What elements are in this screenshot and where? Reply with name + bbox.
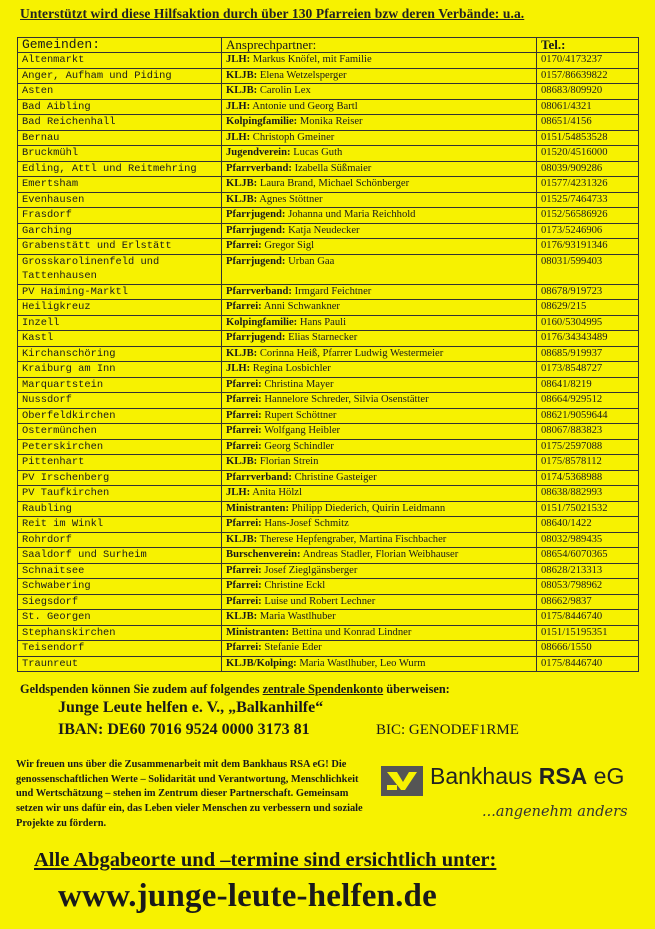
- cell-tel: 08638/882993: [537, 486, 639, 502]
- contact-role: KLJB:: [226, 611, 258, 622]
- contact-role: KLJB:: [226, 178, 258, 189]
- contact-name: Monika Reiser: [299, 116, 363, 127]
- cell-gemeinde: Asten: [18, 84, 222, 100]
- contact-role: Pfarrverband:: [226, 285, 292, 297]
- contact-role: JLH:: [226, 54, 251, 65]
- table-row: [18, 346, 639, 362]
- cell-tel: 08662/9837: [537, 594, 639, 610]
- cell-tel: 08061/4321: [537, 99, 639, 115]
- cell-ansprechpartner: [222, 532, 537, 548]
- cell-gemeinde: Bernau: [18, 130, 222, 146]
- contact-name: Elena Wetzelsperger: [259, 69, 347, 81]
- cell-tel: 08621/9059644: [537, 408, 639, 424]
- table-row: [18, 130, 639, 146]
- table-row: [18, 331, 639, 347]
- cell-tel: 08678/919723: [537, 284, 639, 300]
- contact-name: Georg Schindler: [264, 440, 334, 452]
- contact-name: Urban Gaa: [288, 255, 335, 267]
- cell-gemeinde: Bad Aibling: [18, 99, 222, 115]
- cell-gemeinde: St. Georgen: [18, 610, 222, 626]
- table-row: [18, 161, 639, 177]
- cell-tel: 08641/8219: [537, 377, 639, 393]
- contact-name: Hannelore Schreder, Silvia Osenstätter: [264, 394, 429, 405]
- cell-ansprechpartner: [222, 501, 537, 517]
- cell-gemeinde: Pittenhart: [18, 455, 222, 471]
- cell-ansprechpartner: [222, 315, 537, 331]
- cell-ansprechpartner: [222, 99, 537, 115]
- bank-slogan: ...angenehm anders: [482, 804, 628, 820]
- cell-tel: 08666/1550: [537, 641, 639, 657]
- table-row: [18, 254, 639, 284]
- contact-name: Regina Losbichler: [252, 363, 331, 374]
- cell-gemeinde: Oberfeldkirchen: [18, 408, 222, 424]
- contact-role: Burschenverein:: [226, 549, 301, 560]
- cell-gemeinde: Raubling: [18, 501, 222, 517]
- cell-ansprechpartner: [222, 424, 537, 440]
- contact-name: Elias Starnecker: [288, 332, 358, 343]
- contact-role: Ministranten:: [226, 502, 289, 514]
- cell-ansprechpartner: [222, 362, 537, 378]
- cell-tel: 08039/909286: [537, 161, 639, 177]
- contact-name: Florian Strein: [259, 456, 319, 467]
- cell-gemeinde: Teisendorf: [18, 641, 222, 657]
- contact-name: Christoph Gmeiner: [252, 131, 335, 143]
- contact-name: Katja Neudecker: [288, 224, 360, 236]
- table-row: [18, 377, 639, 393]
- contact-role: Kolpingfamilie:: [226, 116, 298, 127]
- contact-role: Pfarrjugend:: [226, 224, 286, 236]
- cell-ansprechpartner: [222, 548, 537, 564]
- cell-gemeinde: Anger, Aufham und Piding: [18, 68, 222, 84]
- header-gemeinden: Gemeinden:: [18, 38, 222, 53]
- table-row: [18, 239, 639, 255]
- table-row: [18, 439, 639, 455]
- table-row: [18, 517, 639, 533]
- contact-role: KLJB:: [226, 193, 258, 205]
- contact-role: Jugendverein:: [226, 147, 291, 158]
- cell-gemeinde: Reit im Winkl: [18, 517, 222, 533]
- contact-role: Ministranten:: [226, 626, 289, 638]
- cell-tel: 0176/34343489: [537, 331, 639, 347]
- contact-name: Andreas Stadler, Florian Weibhauser: [302, 549, 459, 560]
- contact-name: Gregor Sigl: [264, 240, 315, 251]
- cell-tel: 01520/4516000: [537, 146, 639, 162]
- contact-name: Christine Eckl: [264, 580, 326, 591]
- cell-gemeinde: Saaldorf und Surheim: [18, 548, 222, 564]
- cell-tel: 08053/798962: [537, 579, 639, 595]
- cell-tel: 08628/213313: [537, 563, 639, 579]
- iban: IBAN: DE60 7016 9524 0000 3173 81: [58, 721, 310, 738]
- cell-gemeinde: Bad Reichenhall: [18, 115, 222, 131]
- cell-gemeinde: Kirchanschöring: [18, 346, 222, 362]
- table-row: [18, 99, 639, 115]
- table-row: [18, 641, 639, 657]
- cell-gemeinde: Ostermünchen: [18, 424, 222, 440]
- cell-tel: 0151/15195351: [537, 625, 639, 641]
- contact-name: Luise und Robert Lechner: [264, 595, 376, 607]
- cell-tel: 0170/4173237: [537, 53, 639, 69]
- table-row: [18, 656, 639, 672]
- bank-logo: [381, 763, 641, 833]
- cell-ansprechpartner: [222, 625, 537, 641]
- contact-role: KLJB:: [226, 347, 258, 359]
- contact-name: Markus Knöfel, mit Familie: [252, 54, 372, 65]
- contact-role: Pfarrei:: [226, 301, 262, 312]
- cell-tel: 0151/75021532: [537, 501, 639, 517]
- cell-ansprechpartner: [222, 130, 537, 146]
- cell-ansprechpartner: [222, 223, 537, 239]
- cell-gemeinde: Grabenstätt und Erlstätt: [18, 239, 222, 255]
- cell-gemeinde: Heiligkreuz: [18, 300, 222, 316]
- table-row: [18, 68, 639, 84]
- cell-ansprechpartner: [222, 408, 537, 424]
- table-row: [18, 548, 639, 564]
- cell-gemeinde: Inzell: [18, 315, 222, 331]
- cell-gemeinde: PV Taufkirchen: [18, 486, 222, 502]
- contact-role: Pfarrjugend:: [226, 255, 286, 267]
- cell-ansprechpartner: [222, 208, 537, 224]
- table-row: [18, 625, 639, 641]
- cell-ansprechpartner: [222, 177, 537, 193]
- table-row: [18, 393, 639, 409]
- cell-gemeinde: Grosskarolinenfeld und Tattenhausen: [18, 254, 222, 284]
- cell-gemeinde: Siegsdorf: [18, 594, 222, 610]
- cell-ansprechpartner: [222, 146, 537, 162]
- contact-role: Pfarrei:: [226, 409, 262, 421]
- contact-name: Bettina und Konrad Lindner: [291, 626, 412, 638]
- cell-ansprechpartner: [222, 517, 537, 533]
- cell-ansprechpartner: [222, 346, 537, 362]
- contact-role: JLH:: [226, 100, 251, 112]
- contact-role: Pfarrei:: [226, 642, 262, 653]
- cell-gemeinde: Altenmarkt: [18, 53, 222, 69]
- contact-role: KLJB:: [226, 69, 258, 81]
- cell-tel: 0151/54853528: [537, 130, 639, 146]
- cell-tel: 08683/809920: [537, 84, 639, 100]
- contact-role: Pfarrverband:: [226, 162, 292, 174]
- contact-name: Rupert Schöttner: [264, 409, 337, 421]
- donation-account-link: zentrale Spendenkonto: [262, 682, 384, 696]
- bank-name-regular: Bankhaus: [430, 763, 539, 789]
- cell-ansprechpartner: [222, 455, 537, 471]
- table-row: [18, 532, 639, 548]
- cell-ansprechpartner: [222, 594, 537, 610]
- table-row: [18, 84, 639, 100]
- cell-tel: 0175/2597088: [537, 439, 639, 455]
- table-body: [18, 53, 639, 672]
- contact-role: Kolpingfamilie:: [226, 316, 298, 328]
- cell-ansprechpartner: [222, 656, 537, 672]
- cell-ansprechpartner: [222, 115, 537, 131]
- cell-gemeinde: PV Irschenberg: [18, 470, 222, 486]
- cell-tel: 01525/7464733: [537, 192, 639, 208]
- table-row: [18, 53, 639, 69]
- contact-name: Laura Brand, Michael Schönberger: [259, 178, 410, 189]
- cell-gemeinde: Schnaitsee: [18, 563, 222, 579]
- cell-ansprechpartner: [222, 486, 537, 502]
- table-row: [18, 223, 639, 239]
- contact-role: KLJB:: [226, 456, 258, 467]
- cell-ansprechpartner: [222, 563, 537, 579]
- contact-name: Antonie und Georg Bartl: [252, 100, 358, 112]
- contact-role: JLH:: [226, 131, 251, 143]
- cell-tel: 0173/5246906: [537, 223, 639, 239]
- contact-role: KLJB:: [226, 85, 258, 96]
- cell-tel: 08640/1422: [537, 517, 639, 533]
- contact-name: Christine Gasteiger: [294, 471, 377, 483]
- cell-tel: 0160/5304995: [537, 315, 639, 331]
- contact-name: Maria Wastlhuber: [259, 611, 336, 622]
- donation-intro: [20, 682, 450, 697]
- table-row: [18, 470, 639, 486]
- cell-ansprechpartner: [222, 331, 537, 347]
- cell-ansprechpartner: [222, 254, 537, 284]
- table-row: [18, 115, 639, 131]
- contacts-table: [17, 37, 639, 672]
- cell-ansprechpartner: [222, 53, 537, 69]
- contact-role: KLJB:: [226, 533, 258, 545]
- contact-name: Carolin Lex: [259, 85, 311, 96]
- contact-name: Anni Schwankner: [263, 301, 340, 312]
- bic: BIC: GENODEF1RME: [376, 722, 519, 738]
- cell-tel: 08629/215: [537, 300, 639, 316]
- table-row: [18, 315, 639, 331]
- cell-gemeinde: Peterskirchen: [18, 439, 222, 455]
- header-tel: Tel.:: [537, 38, 639, 53]
- header-ansprechpartner: Ansprechpartner:: [222, 38, 537, 53]
- cell-tel: 0175/8578112: [537, 455, 639, 471]
- cell-ansprechpartner: [222, 470, 537, 486]
- cell-gemeinde: Bruckmühl: [18, 146, 222, 162]
- table-row: [18, 284, 639, 300]
- cell-ansprechpartner: [222, 439, 537, 455]
- cell-gemeinde: Kastl: [18, 331, 222, 347]
- cell-gemeinde: Stephanskirchen: [18, 625, 222, 641]
- contact-name: Stefanie Eder: [264, 642, 322, 653]
- cell-tel: 08031/599403: [537, 254, 639, 284]
- contact-name: Josef Zieglgänsberger: [264, 564, 358, 576]
- table-row: [18, 424, 639, 440]
- bank-name-bold: RSA: [538, 763, 588, 789]
- cell-tel: 0152/56586926: [537, 208, 639, 224]
- cell-tel: 08664/929512: [537, 393, 639, 409]
- cell-gemeinde: Evenhausen: [18, 192, 222, 208]
- table-header-row: [18, 38, 639, 53]
- bank-name-suffix: eG: [587, 763, 625, 789]
- cell-tel: 08032/989435: [537, 532, 639, 548]
- cell-gemeinde: Frasdorf: [18, 208, 222, 224]
- contact-name: Izabella Süßmaier: [294, 162, 372, 174]
- table-row: [18, 362, 639, 378]
- cell-ansprechpartner: [222, 300, 537, 316]
- contact-name: Corinna Heiß, Pfarrer Ludwig Westermeier: [259, 347, 444, 359]
- contact-name: Wolfgang Heibler: [264, 425, 341, 436]
- table-row: [18, 486, 639, 502]
- cell-tel: 0175/8446740: [537, 656, 639, 672]
- cell-ansprechpartner: [222, 239, 537, 255]
- cell-tel: 0173/8548727: [537, 362, 639, 378]
- cell-tel: 08654/6070365: [537, 548, 639, 564]
- table-row: [18, 594, 639, 610]
- contact-role: Pfarrverband:: [226, 471, 292, 483]
- cell-ansprechpartner: [222, 68, 537, 84]
- contact-name: Hans Pauli: [299, 316, 347, 328]
- contact-name: Lucas Guth: [293, 147, 343, 158]
- contact-name: Johanna und Maria Reichhold: [288, 209, 416, 220]
- cell-ansprechpartner: [222, 284, 537, 300]
- contact-name: Irmgard Feichtner: [294, 285, 372, 297]
- cell-gemeinde: PV Haiming-Marktl: [18, 284, 222, 300]
- cell-gemeinde: Marquartstein: [18, 377, 222, 393]
- contact-name: Hans-Josef Schmitz: [264, 518, 349, 529]
- contact-role: Pfarrei:: [226, 425, 262, 436]
- table-row: [18, 455, 639, 471]
- cell-gemeinde: Schwabering: [18, 579, 222, 595]
- contact-name: Therese Hepfengraber, Martina Fischbacher: [259, 533, 447, 545]
- contact-role: Pfarrei:: [226, 394, 262, 405]
- donation-intro-text: Geldspenden können Sie zudem auf folgendes: [20, 682, 263, 696]
- cell-gemeinde: Traunreut: [18, 656, 222, 672]
- table-row: [18, 579, 639, 595]
- cell-ansprechpartner: [222, 377, 537, 393]
- cell-ansprechpartner: [222, 192, 537, 208]
- cell-tel: 01577/4231326: [537, 177, 639, 193]
- contact-role: Pfarrei:: [226, 564, 262, 576]
- contact-role: Pfarrjugend:: [226, 209, 286, 220]
- cell-gemeinde: Rohrdorf: [18, 532, 222, 548]
- cell-tel: 0175/8446740: [537, 610, 639, 626]
- account-holder: Junge Leute helfen e. V., „Balkanhilfe“: [58, 699, 324, 716]
- bank-name: [430, 763, 624, 790]
- table-row: [18, 563, 639, 579]
- support-heading: Unterstützt wird diese Hilfsaktion durch über 130 Pfarreien bzw deren Verbände: u.a.: [20, 6, 525, 21]
- table-row: [18, 300, 639, 316]
- contact-role: JLH:: [226, 363, 251, 374]
- contact-name: Maria Wastlhuber, Leo Wurm: [299, 657, 426, 669]
- cell-gemeinde: Edling, Attl und Reitmehring: [18, 161, 222, 177]
- cell-gemeinde: Kraiburg am Inn: [18, 362, 222, 378]
- cell-tel: 0174/5368988: [537, 470, 639, 486]
- contact-role: Pfarrei:: [226, 580, 262, 591]
- table-row: [18, 408, 639, 424]
- table-row: [18, 192, 639, 208]
- table-row: [18, 177, 639, 193]
- cell-gemeinde: Emertsham: [18, 177, 222, 193]
- cell-ansprechpartner: [222, 393, 537, 409]
- cell-ansprechpartner: [222, 161, 537, 177]
- contact-name: Philipp Diederich, Quirin Leidmann: [291, 502, 446, 514]
- cta-heading: Alle Abgabeorte und –termine sind ersichtlich unter:: [34, 849, 497, 871]
- cell-gemeinde: Garching: [18, 223, 222, 239]
- table-row: [18, 146, 639, 162]
- cell-tel: 08067/883823: [537, 424, 639, 440]
- contact-role: Pfarrjugend:: [226, 332, 286, 343]
- cell-tel: 08651/4156: [537, 115, 639, 131]
- contact-role: Pfarrei:: [226, 440, 262, 452]
- contact-name: Agnes Stöttner: [259, 193, 323, 205]
- table-row: [18, 610, 639, 626]
- contact-role: KLJB/Kolping:: [226, 657, 297, 669]
- bank-logo-mark-icon: [381, 766, 423, 796]
- cell-tel: 0157/86639822: [537, 68, 639, 84]
- cell-tel: 0176/93191346: [537, 239, 639, 255]
- donation-intro-end: überweisen:: [383, 682, 450, 696]
- contact-name: Christina Mayer: [264, 378, 334, 390]
- cell-ansprechpartner: [222, 610, 537, 626]
- contact-role: Pfarrei:: [226, 240, 262, 251]
- contact-role: Pfarrei:: [226, 595, 262, 607]
- bank-partnership-note: Wir freuen uns über die Zusammenarbeit mit dem Bankhaus RSA eG! Die genossenschaftlichen Werte – Solidarität und Verantwortung, Menschlichkeit und Wertschätzung – stehen im Zentrum dieser Partnerschaft. Gemeinsam setzen wir uns dafür ein, das Leben vieler Menschen zu verbessern und soziale Projekte zu fördern.: [16, 759, 363, 829]
- contact-role: Pfarrei:: [226, 378, 262, 390]
- cell-ansprechpartner: [222, 641, 537, 657]
- cell-ansprechpartner: [222, 84, 537, 100]
- website-link[interactable]: www.junge-leute-helfen.de: [58, 878, 437, 914]
- cell-gemeinde: Nussdorf: [18, 393, 222, 409]
- cell-ansprechpartner: [222, 579, 537, 595]
- contact-name: Anita Hölzl: [252, 487, 302, 498]
- table-row: [18, 501, 639, 517]
- cell-tel: 08685/919937: [537, 346, 639, 362]
- contact-role: Pfarrei:: [226, 518, 262, 529]
- table-row: [18, 208, 639, 224]
- contact-role: JLH:: [226, 487, 251, 498]
